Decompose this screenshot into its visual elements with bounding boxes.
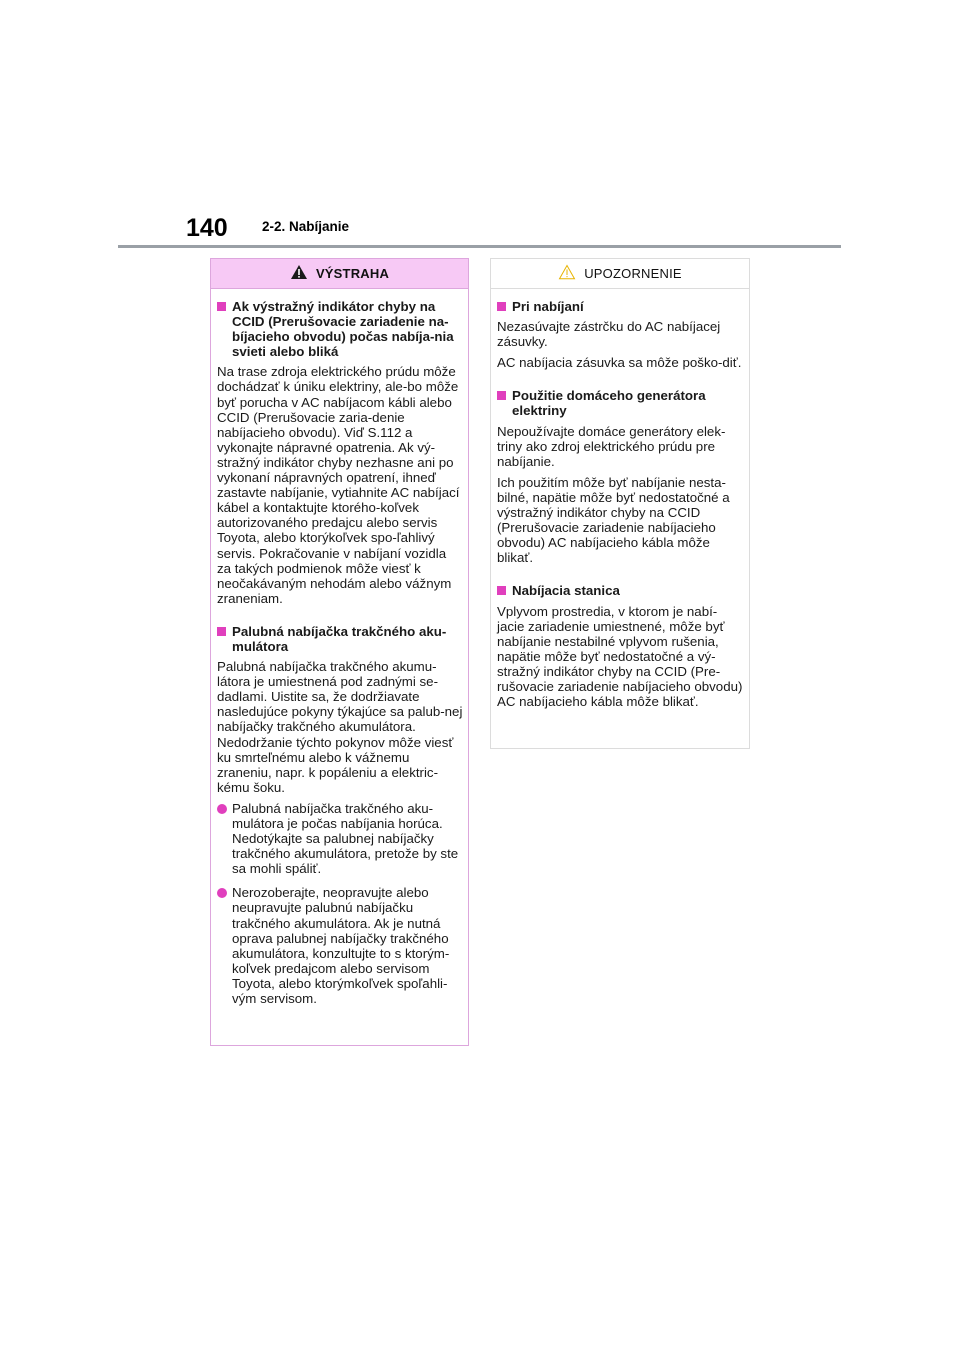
warning-text-charger: Palubná nabíjačka trakčného akumu-látora je umiestnená pod zadnými se-dadlami. Uistite sa, že dodržiavate nasledujúce pokyny týkajúce sa palub-nej nabíjačky trakčného akumulátora. Nedodržanie týchto pokynov môže viesť ku smrteľnému alebo k vážnemu zraneniu, napr. k popáleniu a elektric-kému šoku. <box>217 659 463 795</box>
warning-triangle-icon <box>290 264 308 283</box>
square-bullet-icon <box>497 302 506 311</box>
square-bullet-icon <box>497 586 506 595</box>
notice-heading-charging <box>497 299 744 314</box>
list-item-text: Nerozoberajte, neopravujte alebo neupravujte palubnú nabíjačku trakčného akumulátora. Ak je nutná oprava palubnej nabíjačky trakčného akumulátora, konzultujte to s ktorým-koľvek predajcom alebo servisom Toyota, alebo ktorýmkoľvek spoľahli-vým servisom. <box>232 885 450 1007</box>
heading-text: Palubná nabíjačka trakčného aku-mulátora <box>232 623 447 654</box>
notice-heading-generator <box>497 388 744 418</box>
circle-bullet-icon <box>217 804 227 814</box>
notice-paragraph: AC nabíjacia zásuvka sa môže poško-diť. <box>497 355 742 371</box>
notice-box-title: UPOZORNENIE <box>584 266 682 281</box>
warning-heading-ccid <box>217 299 463 359</box>
notice-paragraph: Vplyvom prostredia, v ktorom je nabí-jacie zariadenie umiestnené, môže byť nabíjanie nestabilné vplyvom rušenia, napätie môže byť nedostatočné a vý-stražný indikátor chyby na CCID (Pre-rušovacie zariadenie nabíjacieho obvodu) AC nabíjacieho kábla môže blikať. <box>497 603 743 710</box>
notice-heading-station <box>497 583 744 598</box>
warning-text-ccid: Na trase zdroja elektrického prúdu môže dochádzať k úniku elektriny, ale-bo môže byť porucha v AC nabíjacom kábli alebo CCID (Prerušovacie zaria-denie nabíjacieho obvodu). Viď S.112 a vykonajte nápravné opatrenia. Ak vý-stražný indikátor chyby nezhasne ani po vykonaní nápravných opatrení, ihneď zastavte nabíjanie, vytiahnite AC nabíjací kábel a kontaktujte ktorého-koľvek autorizovaného predajcu alebo servis Toyota, alebo ktorýkoľvek spo-ľahlivý servis. Pokračovanie v nabíjaní vozidla za takých podmienok môže viesť k neočakávaným nehodám alebo vážnym zraneniam. <box>217 364 460 606</box>
square-bullet-icon <box>217 627 226 636</box>
warning-heading-charger <box>217 624 463 654</box>
notice-paragraph: Nepoužívajte domáce generátory elek-triny ako zdroj elektrického prúdu pre nabíjanie. <box>497 423 726 469</box>
square-bullet-icon <box>217 302 226 311</box>
notice-paragraph: Ich použitím môže byť nabíjanie nesta-bilné, napätie môže byť nedostatočné a výstražný indikátor chyby na CCID (Prerušovacie zariadenie nabíjacieho obvodu) AC nabíjacieho kábla môže blikať. <box>497 474 730 566</box>
square-bullet-icon <box>497 391 506 400</box>
notice-box <box>490 258 750 749</box>
page-number: 140 <box>186 214 228 242</box>
warning-box-title: VÝSTRAHA <box>315 266 390 281</box>
list-item <box>217 885 463 1006</box>
circle-bullet-icon <box>217 888 227 898</box>
heading-text: Ak výstražný indikátor chyby na CCID (Prerušovacie zariadenie na-bíjacieho obvodu) počas nabíja-nia svieti alebo bliká <box>232 299 454 360</box>
warning-box <box>210 258 469 1046</box>
heading-text: Pri nabíjaní <box>512 299 584 314</box>
notice-box-header <box>491 259 749 289</box>
heading-text: Použitie domáceho generátora elektriny <box>512 388 706 419</box>
heading-text: Nabíjacia stanica <box>512 583 620 599</box>
header-divider <box>118 245 841 248</box>
warning-box-header <box>211 259 468 289</box>
notice-paragraph: Nezasúvajte zástrčku do AC nabíjacej zásuvky. <box>497 319 721 350</box>
list-item-text: Palubná nabíjačka trakčného aku-mulátora je počas nabíjania horúca. Nedotýkajte sa palubnej nabíjačky trakčného akumulátora, pretože by ste sa mohli spáliť. <box>232 800 459 877</box>
section-title: 2-2. Nabíjanie <box>262 219 350 234</box>
list-item <box>217 801 463 876</box>
caution-triangle-outline-icon <box>558 264 576 283</box>
